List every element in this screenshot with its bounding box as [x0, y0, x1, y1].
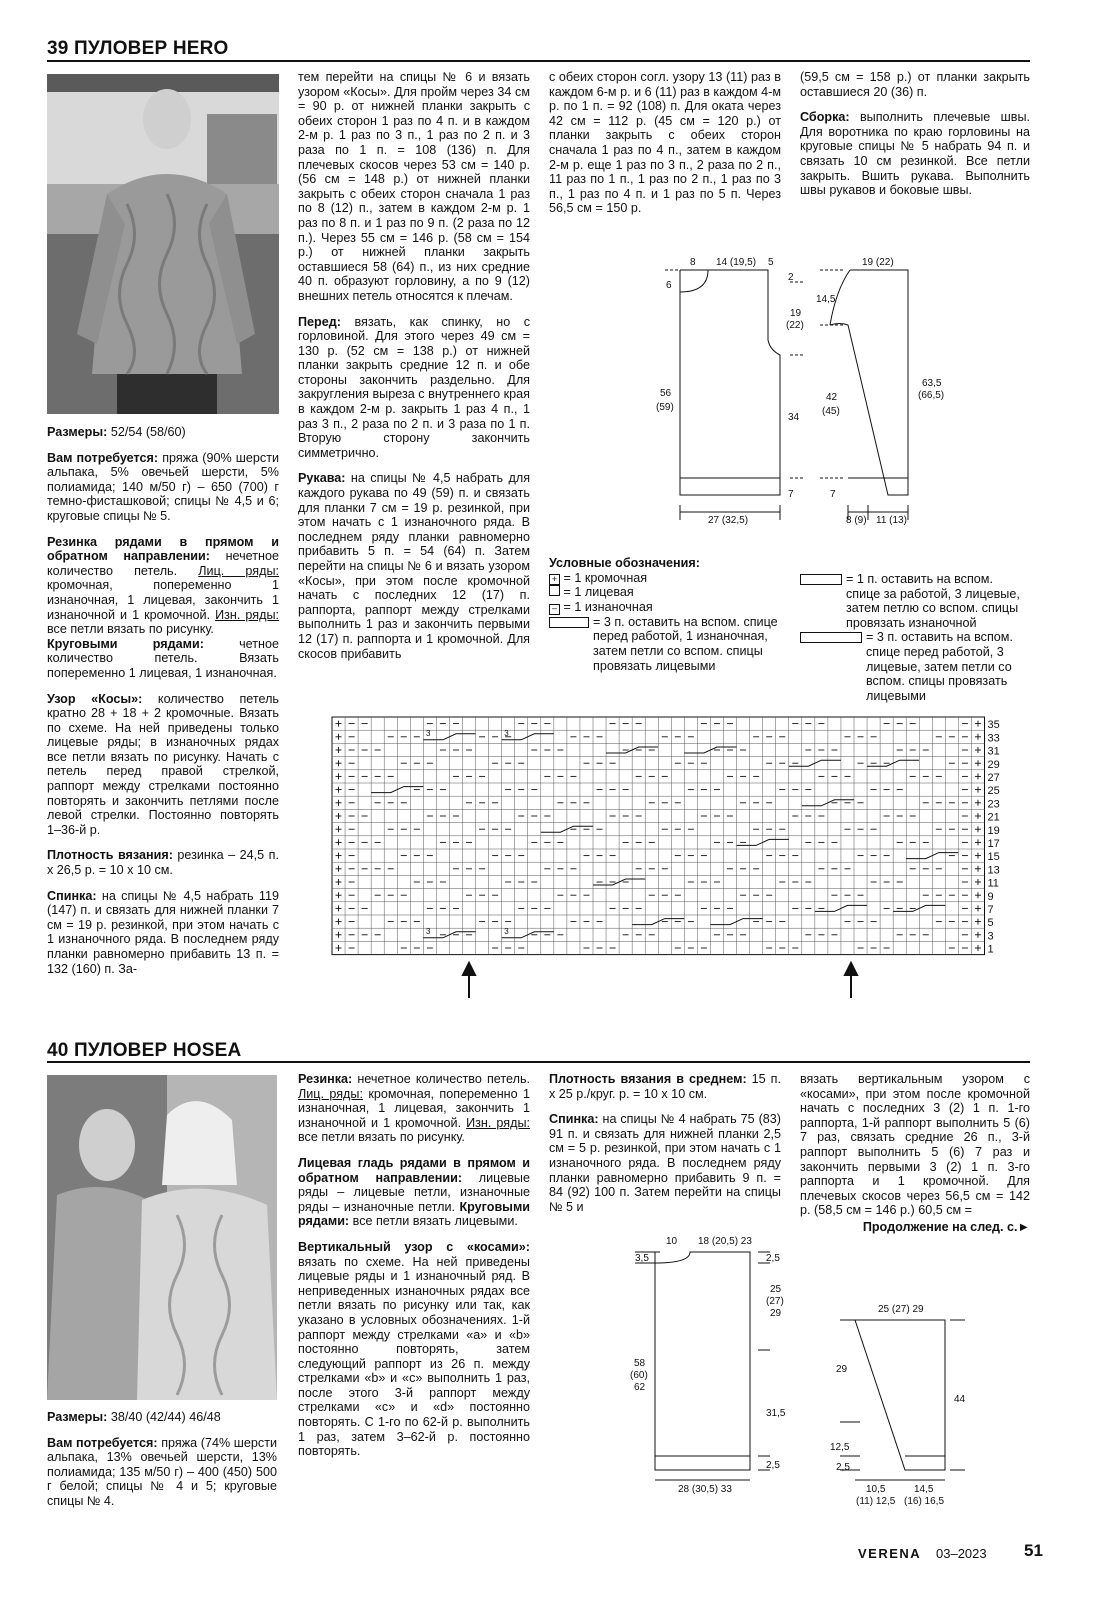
chart-row-number: 3 — [987, 930, 994, 943]
rib-wrong-text: все петли вязать по рисунку. — [47, 622, 214, 637]
sleeve40-125: 12,5 — [830, 1442, 850, 1453]
sizes-value: 52/54 (58/60) — [110, 425, 186, 439]
stockinette-label: Лицевая гладь рядами в прямом и обратном направлении: — [298, 1155, 530, 1185]
chart-row-number: 11 — [987, 877, 999, 890]
dim-6: 6 — [666, 280, 672, 291]
sleeve40-25: 25 (27) 29 — [878, 1304, 924, 1315]
dim-27: 27 (32,5) — [708, 515, 749, 526]
sec40-col2 — [298, 1072, 530, 1470]
section-39-rule — [47, 60, 1030, 62]
chart-row-number: 13 — [987, 864, 1000, 877]
stockinette-round-text: все петли вязать лицевыми. — [352, 1214, 518, 1229]
cables-text: количество петель кратно 28 + 18 + 2 кромочные. Вязать по схеме. На ней приведены только лицевые ряды; в изнаночных рядах все петли вязать по рисунку. Начать с петель перед правой стрелкой, раппорт между стрелками постоянно повторять и закончить петлями после левой стрелки. Постоянно повторять 1–36-й р. — [47, 691, 279, 837]
vertical-cables-text: вязать по схеме. На ней приведены лицевые ряды и 1 изнаночный ряд. В неприведенных изнаночных рядах все петли вязать по рисунку или так, как указано в условных обозначениях. 1-й раппорт между стрелками «a» и «b» постоянно повторять, затем следующий раппорт из 26 п. между стрелками «b» и «c» выполнить 1 раз, после этого 3-й раппорт между стрелками «c» и «d» постоянно повторять. С 1-го по 62-й р. выполнить 1 раз, затем 3–62-й р. постоянно повторять. — [298, 1254, 530, 1459]
front-text: вязать, как спинку, но с горловиной. Для этого через 49 см = 130 р. (52 см = 138 р.) от нижней планки закрыть средние 12 п. и обе стороны закончить раздельно. Для закругления выреза с внутреннего края в каждом 2-м р. закрыть 1 раз 4 п., 1 раз 3 п., 2 раза по 2 п. и 3 раза по 1 п. Вторую сторону закончить симметрично. — [298, 314, 530, 460]
sleeve-end-text: (59,5 см = 158 р.) от планки закрыть оставшиеся 20 (36) п. — [800, 70, 1030, 99]
shoulder-text-40: вязать вертикальным узором с «косами», при этом после кромочной начать с последних 3 (2) 1 п. 1-го раппорта, 1-й раппорт выполнить 5 (6) 7 раз, связать средние 26 п., 3-й раппорт выполнить 5 (6) 7 раз и закончить первыми 3 (2) 1 п. 3-го раппорта и 1 кромочной. Для плечевых скосов через 56,5 см = 142 р. (58,5 см = 146 р.) 60,5 см = — [800, 1072, 1030, 1218]
dim-34: 34 — [788, 412, 800, 423]
rib-wrong-label: Изн. ряды: — [215, 607, 279, 622]
legend-edge-text: = 1 кромочная — [563, 570, 648, 585]
sleeve40-11: (11) 12,5 — [856, 1496, 896, 1507]
dim40-29: 29 — [770, 1308, 782, 1319]
schematic-39 — [650, 250, 950, 530]
front-label: Перед: — [298, 314, 341, 329]
chart-row-number: 5 — [987, 917, 994, 930]
chart-row-number: 29 — [987, 758, 1000, 771]
sec39-col3 — [549, 70, 781, 227]
dim-8: 8 — [690, 257, 696, 268]
chart-row-number: 23 — [987, 798, 1000, 811]
rib-label: Резинка рядами в прямом и обратном направлении: — [47, 534, 279, 564]
cable-three-label: 3 — [504, 728, 509, 738]
armhole-text: тем перейти на спицы № 6 и вязать узором «Косы». Для пройм через 34 см = 90 р. от нижней планки закрыть с обеих сторон 1 раз по 4 п. и в каждом 2-м р. 1 раз по 3 п., 1 раз по 2 п. и 3 раза по 1 п. = 108 (136) п. Для плечевых скосов через 53 см = 140 р. (56 см = 148 р.) от нижней планки закрыть с обеих сторон сначала 1 раз по 8 (12) п., затем в каждом 2-м р. 1 раз по 8 п. и 1 раз по 9 п. (2 раза по 12 п.). Через 55 см = 146 р. (58 см = 154 р.) от нижней планки закрыть оставшиеся 58 (64) п., из них средние 40 п. образуют горловину, а по 9 (12) внешних петель относятся к плечам. — [298, 70, 530, 303]
dim40-25: 25 — [770, 1284, 782, 1295]
legend-item-cable3 — [800, 630, 1030, 703]
dim40-10: 10 — [666, 1236, 678, 1247]
rib-round-label: Круговыми рядами: — [47, 636, 204, 651]
vertical-cables-label: Вертикальный узор с «косами»: — [298, 1239, 530, 1254]
cable-front-symbol-icon — [549, 617, 589, 628]
dim-5: 5 — [768, 257, 774, 268]
sleeve40-16: (16) 16,5 — [904, 1496, 945, 1507]
chart-row-number: 9 — [987, 890, 994, 903]
chart-row-number: 27 — [987, 772, 1000, 784]
legend-cable1-text: = 3 п. оставить на вспом. спице перед работой, 1 изнаночная, затем петли со вспом. спицы провязать лицевыми — [593, 614, 778, 673]
sleeve-dim-635: 63,5 — [922, 378, 942, 389]
rib-face-text: кромочная, попеременно 1 изнаночная, 1 лицевая, закончить 1 изнаночной и 1 кромочной. — [47, 578, 279, 622]
gauge-label-40: Плотность вязания в среднем: — [549, 1072, 747, 1086]
dim40-25a: 2,5 — [766, 1253, 780, 1264]
dim40-62: 62 — [634, 1382, 646, 1393]
dim40-35: 3,5 — [635, 1253, 649, 1264]
legend-cable2-text: = 1 п. оставить на вспом. спице за работой, 3 лицевые, затем петлю со вспом. спицы провязать изнаночной — [846, 572, 1020, 630]
knitting-chart — [330, 713, 1010, 1003]
dim-2: 2 — [788, 272, 794, 283]
footer-brand: VERENA — [858, 1546, 922, 1561]
sleeves-text: на спицы № 4,5 набрать для каждого рукава по 49 (59) п. и связать для планки 7 см = 19 р. резинкой, при этом начать с 1 изнаночного ряда. В последнем ряду планки равномерно прибавить 5 п. = 54 (64) п. Затем перейти на спицы № 6 и вязать узором «Косы», при этом после кромочной начать с последних 12 (17) п. раппорта, раппорт между стрелками выполнить 1 раз и закончить первыми 12 (17) п. раппорта и 1 кромочной. Для скосов прибавить — [298, 471, 531, 661]
sleeve40-105: 10,5 — [866, 1484, 886, 1495]
legend-item-knit — [549, 585, 799, 600]
photo-couple-sweaters — [47, 1075, 277, 1400]
section-40-title: 40 ПУЛОВЕР HOSEA — [47, 1040, 242, 1061]
sleeve-dim-145: 14,5 — [816, 294, 836, 305]
legend-item-cable1 — [549, 615, 799, 673]
dim40-18: 18 (20,5) 23 — [698, 1236, 752, 1247]
edge-symbol-icon: + — [549, 574, 560, 585]
cable-back-symbol-icon — [800, 574, 842, 585]
sleeve-dim-665: (66,5) — [918, 390, 945, 401]
dim-59: (59) — [656, 402, 674, 413]
legend-item-purl — [549, 600, 799, 615]
dim-22: (22) — [786, 320, 804, 331]
back-label: Спинка: — [47, 888, 97, 903]
dim40-25b: 2,5 — [766, 1460, 780, 1471]
gauge-text: резинка – 24,5 п. x 26,5 р. = 10 x 10 см. — [47, 848, 279, 878]
legend-purl-text: = 1 изнаночная — [563, 599, 653, 614]
rib-text: нечетное количество петель. — [47, 549, 279, 578]
chart-row-number: 7 — [987, 904, 994, 916]
sleeve-dim-45: (45) — [822, 406, 840, 417]
rib-face-text-40: кромочная, попеременно 1 изнаночная, 1 лицевая, закончить 1 изнаночной и 1 кромочной. — [298, 1086, 530, 1130]
sec39-col2 — [298, 70, 530, 672]
rib-face-label-40: Лиц. ряды: — [298, 1086, 363, 1101]
sleeve-dim-19: 19 (22) — [862, 257, 894, 268]
purl-symbol-icon: – — [549, 604, 560, 615]
sec40-col3 — [549, 1072, 781, 1225]
dim-19: 19 — [790, 308, 802, 319]
materials-text-40: пряжа (74% шерсти альпака, 13% овечьей шерсти, 13% полиамида; 135 м/50 г) – 400 (450) 500 г белой; спицы № 4 и 5; круговые спицы № 4. — [47, 1435, 278, 1508]
sec39-col1 — [47, 425, 279, 987]
continue-next-page: Продолжение на след. с.► — [862, 1219, 1030, 1234]
chart-row-number: 33 — [987, 732, 1000, 745]
cable-three-label: 3 — [425, 728, 431, 738]
gauge-text-40: 15 п. x 25 р./круг. р. = 10 x 10 см. — [549, 1072, 781, 1101]
sizes-label-40: Размеры: — [47, 1410, 108, 1424]
sec39-col4 — [800, 70, 1030, 209]
sec40-col4 — [800, 1072, 1030, 1235]
knit-symbol-icon — [549, 585, 560, 596]
chart-row-number: 19 — [987, 824, 1000, 837]
stockinette-text: лицевые ряды – лицевые петли, изнаночные ряды – изнаночные петли. — [298, 1170, 530, 1214]
photo-man-sweater — [47, 74, 279, 414]
legend-title: Условные обозначения: — [549, 556, 700, 570]
chart-row-number: 25 — [987, 785, 1000, 798]
rib-label-40: Резинка: — [298, 1072, 353, 1086]
cables-label: Узор «Косы»: — [47, 691, 143, 706]
chart-row-number: 17 — [987, 838, 1000, 850]
sleeve-dim-11: 11 (13) — [876, 515, 907, 526]
rib-text-40: нечетное количество петель. — [357, 1072, 531, 1086]
dim40-60: (60) — [630, 1370, 648, 1381]
legend-item-cable2 — [800, 572, 1030, 630]
chart-row-number: 15 — [987, 851, 1000, 864]
back-text-40: на спицы № 4 набрать 75 (83) 91 п. и связать для нижней планки 2,5 см = 5 р. резинкой, при этом начать с 1 изнаночного ряда. В последнем ряду планки равномерно прибавить 9 п. = 84 (92) 100 п. Затем перейти на спицы № 5 и — [549, 1112, 781, 1214]
stockinette-round-label: Круговыми рядами: — [298, 1199, 530, 1229]
materials-label: Вам потребуется: — [47, 450, 159, 465]
legend-left — [549, 556, 799, 673]
back-text: на спицы № 4,5 набрать 119 (147) п. и связать для нижней планки 7 см = 19 р. резинкой, при этом начать с 1 изнаночного ряда. В последнем ряду планки равномерно прибавить 13 п. = 132 (160) п. За- — [47, 888, 280, 976]
dim-7: 7 — [788, 489, 794, 500]
footer-issue: 03–2023 — [936, 1546, 987, 1561]
sleeve-dim-7: 7 — [830, 489, 836, 500]
sleeves-label: Рукава: — [298, 471, 346, 486]
assembly-text: выполнить плечевые швы. Для воротника по краю горловины на круговые спицы № 5 набрать 94 п. и связать 10 см резинкой. Все петли закрыть. Вшить рукава. Выполнить швы рукавов и боковые швы. — [800, 110, 1030, 198]
rib-wrong-text-40: все петли вязать по рисунку. — [298, 1130, 465, 1145]
sleeve40-145: 14,5 — [914, 1484, 934, 1495]
dim40-27: (27) — [766, 1296, 784, 1307]
cable-three-label: 3 — [425, 926, 431, 936]
chart-row-number: 31 — [987, 745, 1000, 758]
sizes-label: Размеры: — [47, 425, 108, 439]
sec40-col1 — [47, 1410, 277, 1520]
page-number: 51 — [1024, 1541, 1043, 1560]
sleeve-dim-8: 8 (9) — [846, 515, 867, 526]
section-40-rule — [47, 1061, 1030, 1063]
chart-row-number: 35 — [987, 719, 1000, 732]
chart-row-number: 21 — [987, 811, 1000, 824]
materials-text: пряжа (90% шерсти альпака, 5% овечьей шерсти, 5% полиамида; 140 м/50 г) – 650 (700) г темно-фисташковой; спицы № 4,5 и 6; круговые спицы № 5. — [47, 450, 280, 523]
dim40-58: 58 — [634, 1358, 646, 1369]
assembly-label: Сборка: — [800, 110, 850, 125]
legend-item-edge — [549, 571, 799, 586]
legend-cable3-text: = 3 п. оставить на вспом. спице перед работой, 3 лицевые, затем петли со вспом. спицы провязать лицевыми — [866, 630, 1013, 703]
dim-56: 56 — [660, 388, 672, 399]
sleeve-cap-text: с обеих сторон согл. узору 13 (11) раз в каждом 6-м р. и 6 (11) раз в каждом 4-м р. по 1 п. = 92 (108) п. Для оката через 42 см = 112 р. (45 см = 120 р.) от планки закрыть с обеих сторон сначала 1 раз по 4 п., затем в каждом 2-м р. еще 1 раз по 3 п., 2 раза по 2 п., 11 раз по 1 п., 1 раз по 2 п., 1 раз по 3 п., 1 раз по 4 п. и 1 раз по 5 п. Через 56,5 см = 150 р. — [549, 70, 781, 216]
dim40-315: 31,5 — [766, 1408, 786, 1419]
schematic-40 — [620, 1230, 1020, 1510]
rib-round-text: четное количество петель. Вязать попеременно 1 лицевая, 1 изнаночная. — [47, 636, 279, 680]
sleeve-dim-42: 42 — [826, 392, 838, 403]
rib-wrong-label-40: Изн. ряды: — [466, 1115, 530, 1130]
cable-three-label: 3 — [504, 926, 509, 936]
chart-row-number: 1 — [987, 943, 994, 956]
gauge-label: Плотность вязания: — [47, 848, 173, 863]
sleeve40-29: 29 — [836, 1364, 848, 1375]
materials-label-40: Вам потребуется: — [47, 1435, 158, 1450]
dim-14: 14 (19,5) — [716, 257, 757, 268]
section-39-title: 39 ПУЛОВЕР HERO — [47, 38, 229, 59]
sizes-value-40: 38/40 (42/44) 46/48 — [110, 1410, 221, 1424]
sleeve40-44: 44 — [954, 1394, 966, 1405]
back-label-40: Спинка: — [549, 1112, 599, 1127]
legend-right — [800, 572, 1030, 703]
sleeve40-25b: 2,5 — [836, 1462, 850, 1473]
rib-face-label: Лиц. ряды: — [198, 563, 279, 578]
dim40-28: 28 (30,5) 33 — [678, 1484, 732, 1495]
cable-3x3-symbol-icon — [800, 632, 862, 643]
legend-knit-text: = 1 лицевая — [563, 585, 634, 600]
